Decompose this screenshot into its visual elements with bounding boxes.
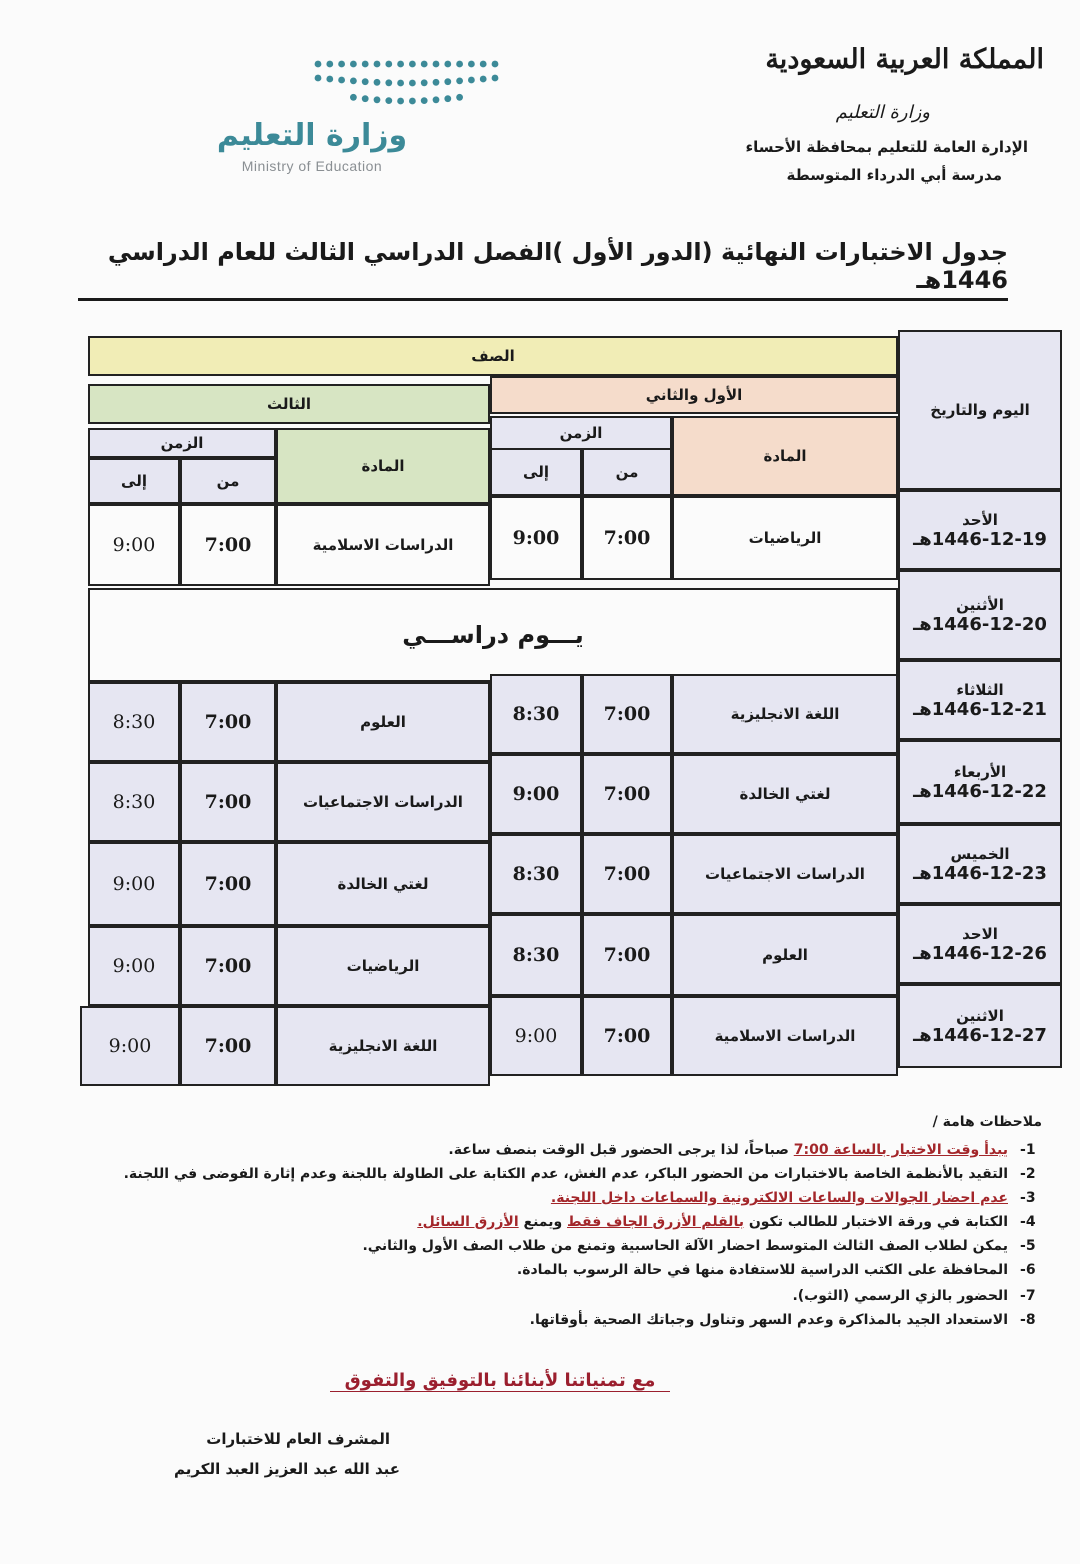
subject-cell: الرياضيات: [276, 926, 490, 1006]
header-time-b: الزمن: [88, 428, 276, 458]
header-first-second-grade: الأول والثاني: [490, 376, 898, 414]
subject-cell: الرياضيات: [672, 496, 898, 580]
note-text: الحضور بالزي الرسمي (الثوب).: [792, 1288, 1008, 1304]
ministry-logo-icon: [312, 56, 502, 112]
header-third-grade: الثالث: [88, 384, 490, 424]
subject-cell: الدراسات الاجتماعيات: [276, 762, 490, 842]
row-date-cell: [898, 660, 1062, 740]
subject-cell: اللغة الانجليزية: [672, 674, 898, 754]
time-from-cell: 7:00: [180, 1006, 276, 1086]
note-item: [18, 1312, 1036, 1328]
closing-wish: مع تمنياتنا لأبنائنا بالتوفيق والتفوق: [330, 1370, 670, 1392]
note-item: [18, 1262, 1036, 1278]
notes-title: ملاحظات هامة /: [932, 1114, 1042, 1130]
date-label: 1446-12-19هـ: [913, 528, 1047, 550]
time-to-cell: 9:00: [490, 754, 582, 834]
day-label: الثلاثاء: [956, 680, 1004, 699]
header-subject-a: المادة: [672, 416, 898, 496]
day-label: الأحد: [962, 510, 998, 529]
exam-schedule-table: [80, 330, 1062, 1086]
header-day-date: اليوم والتاريخ: [898, 330, 1062, 490]
logo-arabic-text: وزارة التعليم: [216, 118, 408, 153]
study-day-cell: يـــوم دراســـي: [88, 588, 898, 682]
row-date-cell: [898, 984, 1062, 1068]
note-number: 3-: [1020, 1190, 1036, 1206]
header-from-a: من: [582, 448, 672, 496]
time-to-cell: 9:00: [80, 1006, 180, 1086]
header-grade: الصف: [88, 336, 898, 376]
note-item: [18, 1190, 1036, 1206]
time-from-cell: 7:00: [180, 762, 276, 842]
supervisor-name: عبد الله عبد العزيز العبد الكريم: [174, 1460, 400, 1478]
time-to-cell: 9:00: [490, 996, 582, 1076]
time-to-cell: 8:30: [490, 834, 582, 914]
date-label: 1446-12-23هـ: [913, 862, 1047, 884]
note-highlight: عدم احضار الجوالات والساعات الالكترونية والسماعات داخل اللجنة.: [550, 1190, 1008, 1206]
note-number: 8-: [1020, 1312, 1036, 1328]
day-label: الخميس: [950, 844, 1010, 863]
note-number: 4-: [1020, 1214, 1036, 1230]
date-label: 1446-12-20هـ: [913, 613, 1047, 635]
time-from-cell: 7:00: [582, 674, 672, 754]
note-text: صباحاً، لذا يرجى الحضور قبل الوقت بنصف ساعة.: [448, 1142, 794, 1158]
time-from-cell: 7:00: [582, 996, 672, 1076]
row-date-cell: [898, 740, 1062, 824]
time-to-cell: 8:30: [490, 674, 582, 754]
time-from-cell: 7:00: [180, 842, 276, 926]
date-label: 1446-12-22هـ: [913, 780, 1047, 802]
note-text: يمكن لطلاب الصف الثالث المتوسط احضار الآلة الحاسبية وتمنع من طلاب الصف الأول والثاني.: [362, 1238, 1008, 1254]
row-date-cell: [898, 904, 1062, 984]
time-to-cell: 9:00: [88, 842, 180, 926]
subject-cell: العلوم: [276, 682, 490, 762]
time-from-cell: 7:00: [180, 682, 276, 762]
page-title: جدول الاختبارات النهائية (الدور الأول )الفصل الدراسي الثالث للعام الدراسي 1446هـ: [78, 238, 1008, 301]
time-to-cell: 8:30: [88, 682, 180, 762]
time-from-cell: 7:00: [180, 926, 276, 1006]
note-item: [18, 1142, 1036, 1158]
subject-cell: اللغة الانجليزية: [276, 1006, 490, 1086]
day-label: الأثنين: [956, 595, 1004, 614]
subject-cell: الدراسات الاسلامية: [276, 504, 490, 586]
directorate-name: الإدارة العامة للتعليم بمحافظة الأحساء: [745, 138, 1028, 156]
note-number: 1-: [1020, 1142, 1036, 1158]
kingdom-title: المملكة العربية السعودية: [765, 44, 1044, 75]
subject-cell: الدراسات الاسلامية: [672, 996, 898, 1076]
subject-cell: لغتي الخالدة: [276, 842, 490, 926]
note-text: الاستعداد الجيد بالمذاكرة وعدم السهر وتناول وجباتك الصحية بأوقاتها.: [529, 1312, 1008, 1328]
note-highlight: بالقلم الأزرق الجاف فقط: [567, 1214, 744, 1230]
time-to-cell: 9:00: [88, 926, 180, 1006]
row-date-cell: [898, 824, 1062, 904]
time-from-cell: 7:00: [582, 754, 672, 834]
note-text: ويمنع: [518, 1214, 568, 1230]
time-to-cell: 8:30: [88, 762, 180, 842]
note-text: الكتابة في ورقة الاختبار للطالب تكون: [743, 1214, 1008, 1230]
note-highlight: الأزرق السائل.: [417, 1214, 519, 1230]
note-text: التقيد بالأنظمة الخاصة بالاختبارات من الحضور الباكر، عدم الغش، عدم الكتابة على الطاولة باللجنة وعدم إثارة الفوضى في اللجنة.: [123, 1166, 1008, 1182]
time-from-cell: 7:00: [582, 914, 672, 996]
date-label: 1446-12-26هـ: [913, 942, 1047, 964]
row-date-cell: [898, 490, 1062, 570]
time-to-cell: 9:00: [490, 496, 582, 580]
note-text: المحافظة على الكتب الدراسية للاستفادة منها في حالة الرسوب بالمادة.: [516, 1262, 1008, 1278]
day-label: الاثنين: [956, 1006, 1004, 1025]
time-from-cell: 7:00: [582, 834, 672, 914]
header-time-a: الزمن: [490, 416, 672, 450]
note-number: 6-: [1020, 1262, 1036, 1278]
header-to-b: إلى: [88, 458, 180, 504]
note-item: [18, 1288, 1036, 1304]
date-label: 1446-12-21هـ: [913, 698, 1047, 720]
header-subject-b: المادة: [276, 428, 490, 504]
note-item: [18, 1166, 1036, 1182]
note-number: 5-: [1020, 1238, 1036, 1254]
subject-cell: لغتي الخالدة: [672, 754, 898, 834]
time-from-cell: 7:00: [180, 504, 276, 586]
row-date-cell: [898, 570, 1062, 660]
time-to-cell: 9:00: [88, 504, 180, 586]
day-label: الاحد: [962, 924, 998, 943]
note-item: [18, 1238, 1036, 1254]
supervisor-title: المشرف العام للاختبارات: [206, 1430, 390, 1448]
header-from-b: من: [180, 458, 276, 504]
date-label: 1446-12-27هـ: [913, 1024, 1047, 1046]
ministry-name: وزارة التعليم: [835, 102, 930, 123]
note-number: 7-: [1020, 1288, 1036, 1304]
time-to-cell: 8:30: [490, 914, 582, 996]
subject-cell: العلوم: [672, 914, 898, 996]
time-from-cell: 7:00: [582, 496, 672, 580]
note-highlight: يبدأ وقت الاختبار بالساعة 7:00: [793, 1142, 1008, 1158]
note-number: 2-: [1020, 1166, 1036, 1182]
header-to-a: إلى: [490, 448, 582, 496]
day-label: الأربعاء: [953, 762, 1007, 781]
subject-cell: الدراسات الاجتماعيات: [672, 834, 898, 914]
school-name: مدرسة أبي الدرداء المتوسطة: [786, 166, 1002, 184]
logo-english-text: Ministry of Education: [241, 158, 383, 174]
note-item: [18, 1214, 1036, 1230]
